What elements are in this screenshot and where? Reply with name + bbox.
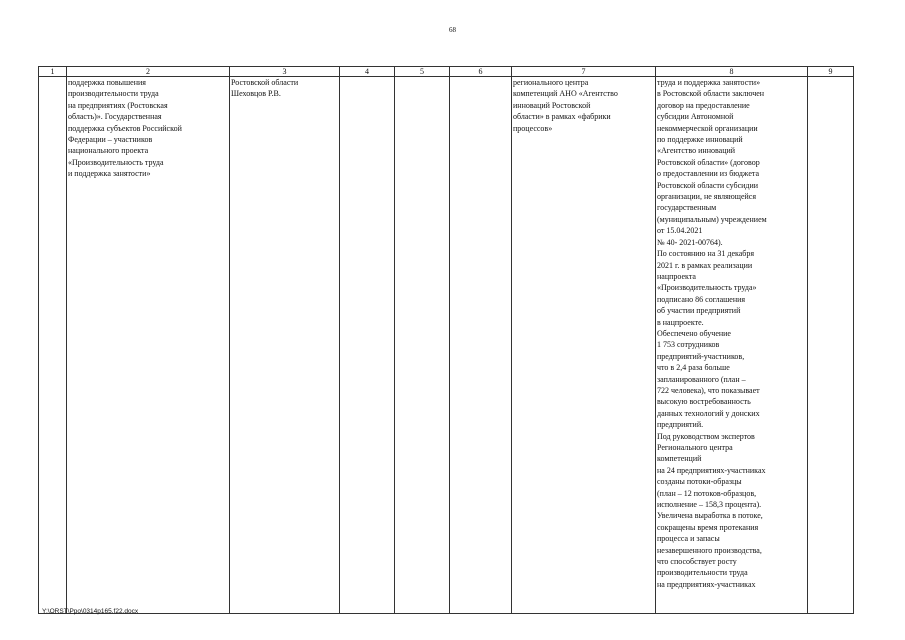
text-line: исполнение – 158,3 процента). bbox=[657, 500, 762, 510]
cell-col-8 bbox=[656, 77, 808, 614]
text-line: компетенций АНО «Агентство bbox=[513, 89, 618, 99]
text-line: от 15.04.2021 bbox=[657, 226, 703, 236]
cell-col-3 bbox=[230, 77, 340, 614]
text-line: По состоянию на 31 декабря bbox=[657, 249, 755, 259]
cell-col-4 bbox=[340, 77, 395, 614]
page-number: 68 bbox=[449, 26, 456, 34]
header-cell-7: 7 bbox=[512, 67, 656, 77]
text-line: на 24 предприятиях-участниках bbox=[657, 465, 766, 475]
header-cell-8: 8 bbox=[656, 67, 808, 77]
text-line: предприятий. bbox=[657, 420, 704, 430]
document-table bbox=[38, 66, 854, 614]
text-line: области» в рамках «фабрики bbox=[513, 112, 611, 122]
header-cell-9: 9 bbox=[808, 67, 854, 77]
text-line: производительности труда bbox=[68, 89, 159, 99]
cell-col-5 bbox=[395, 77, 450, 614]
text-line: 722 человека), что показывает bbox=[657, 385, 760, 395]
text-line: производительности труда bbox=[657, 568, 748, 578]
cell-col-2 bbox=[67, 77, 230, 614]
header-cell-3: 3 bbox=[230, 67, 340, 77]
text-line: созданы потоки-образцы bbox=[657, 477, 742, 487]
text-line: регионального центра bbox=[513, 78, 589, 87]
text-line: инноваций Ростовской bbox=[513, 100, 591, 110]
text-line: в нацпроекте. bbox=[657, 317, 704, 327]
header-cell-2: 2 bbox=[67, 67, 230, 77]
cell-col-6 bbox=[450, 77, 512, 614]
text-line: государственным bbox=[657, 203, 717, 213]
text-line: организации, не являющейся bbox=[657, 192, 757, 202]
text-line: поддержка субъектов Российской bbox=[68, 123, 182, 133]
footer-file-path: Y:\ORST\Ppo\0314p165.f22.docx bbox=[42, 608, 139, 615]
text-line: незавершенного производства, bbox=[657, 545, 762, 555]
text-line: подписано 86 соглашения bbox=[657, 294, 746, 304]
text-line: некоммерческой организации bbox=[657, 123, 758, 133]
text-line: договор на предоставление bbox=[657, 100, 750, 110]
text-line: что способствует росту bbox=[657, 557, 737, 567]
text-line: о предоставлении из бюджета bbox=[657, 169, 760, 179]
header-cell-6: 6 bbox=[450, 67, 512, 77]
text-line: в Ростовской области заключен bbox=[657, 89, 765, 99]
text-line: № 40- 2021-00764). bbox=[657, 237, 723, 247]
text-line: на предприятиях (Ростовская bbox=[68, 100, 168, 110]
text-line: труда и поддержка занятости» bbox=[657, 78, 761, 87]
text-line: об участии предприятий bbox=[657, 306, 741, 316]
text-line: поддержка повышения bbox=[68, 78, 146, 87]
cell-col-9 bbox=[808, 77, 854, 614]
body-row bbox=[39, 77, 854, 614]
text-line: субсидии Автономной bbox=[657, 112, 734, 122]
cell-col-7 bbox=[512, 77, 656, 614]
text-line: Федерации – участников bbox=[68, 135, 153, 145]
text-line: Под руководством экспертов bbox=[657, 431, 755, 441]
text-line: по поддержке инноваций bbox=[657, 135, 743, 145]
header-cell-4: 4 bbox=[340, 67, 395, 77]
text-line: на предприятиях-участниках bbox=[657, 579, 756, 589]
text-line: высокую востребованность bbox=[657, 397, 751, 407]
text-line: сокращены время протекания bbox=[657, 522, 759, 532]
text-line: компетенций bbox=[657, 454, 702, 464]
text-line: Шеховцов Р.В. bbox=[231, 89, 281, 99]
header-cell-1: 1 bbox=[39, 67, 67, 77]
text-line: Обеспечено обучение bbox=[657, 328, 731, 338]
text-line: национального проекта bbox=[68, 146, 149, 156]
text-line: (план – 12 потоков-образцов, bbox=[657, 488, 757, 498]
text-line: и поддержка занятости» bbox=[68, 169, 151, 179]
header-row bbox=[39, 67, 854, 77]
cell-col-1 bbox=[39, 77, 67, 614]
text-line: «Производительность труда» bbox=[657, 283, 757, 293]
text-line: (муниципальным) учреждением bbox=[657, 214, 767, 224]
text-line: область)». Государственная bbox=[68, 112, 162, 122]
header-cell-5: 5 bbox=[395, 67, 450, 77]
text-line: «Агентство инноваций bbox=[657, 146, 736, 156]
text-line: запланированного (план – bbox=[657, 374, 746, 384]
text-line: данных технологий у донских bbox=[657, 408, 760, 418]
text-line: процесса и запасы bbox=[657, 534, 720, 544]
text-line: что в 2,4 раза больше bbox=[657, 363, 730, 373]
text-line: Увеличена выработка в потоке, bbox=[657, 511, 763, 521]
text-line: Ростовской области субсидии bbox=[657, 180, 759, 190]
text-line: Регионального центра bbox=[657, 443, 733, 452]
text-line: процессов» bbox=[513, 123, 553, 133]
text-line: 1 753 сотрудников bbox=[657, 340, 720, 350]
text-line: нацпроекта bbox=[657, 271, 696, 281]
text-line: «Производительность труда bbox=[68, 157, 164, 167]
text-line: 2021 г. в рамках реализации bbox=[657, 260, 753, 270]
text-line: Ростовской области» (договор bbox=[657, 157, 760, 167]
text-line: предприятий-участников, bbox=[657, 351, 745, 361]
text-line: Ростовской области bbox=[231, 78, 299, 87]
